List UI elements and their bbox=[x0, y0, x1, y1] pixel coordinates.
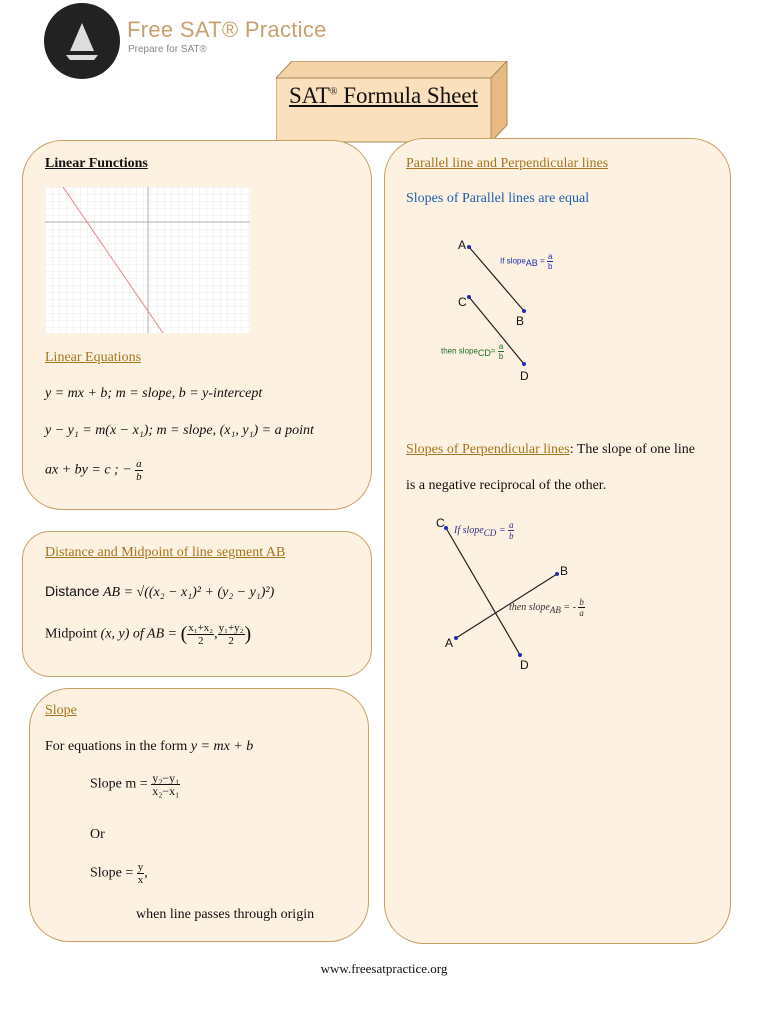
linear-functions-heading: Linear Functions bbox=[45, 156, 148, 171]
distance-midpoint-heading: Distance and Midpoint of line segment AB bbox=[45, 545, 286, 560]
slope-heading: Slope bbox=[45, 703, 77, 718]
brand-title: Free SAT® Practice bbox=[127, 17, 327, 42]
sheet-title: SAT® Formula Sheet bbox=[288, 83, 479, 108]
sheet-title-box bbox=[276, 61, 489, 141]
linear-equations-heading: Linear Equations bbox=[45, 350, 142, 365]
slope-origin-formula: Slope = $\frac{y}{x}$ , bbox=[90, 861, 148, 886]
distance-formula: Distance AB = √((x₂ − x₁)² + (y₂ − y₁)²) bbox=[45, 583, 275, 600]
fig2-if-label: If slope$_{CD}$ = $\frac{a}{b}$ bbox=[454, 520, 514, 541]
or-text: Or bbox=[90, 827, 105, 842]
slope-intercept-equation: y = mx + b; m = slope, b = y-intercept bbox=[45, 386, 263, 401]
fig1-if-label: If slope$_{AB}$ = $\frac{a}{b}$ bbox=[500, 252, 553, 271]
slope-panel bbox=[29, 688, 369, 942]
parallel-lines-figure: A B C D If slope$_{AB}$ = $\frac{a}{b}$ then slope$_{CD}$= $\frac{a}{b}$ bbox=[441, 238, 553, 383]
slope-form-text: For equations in the form y = mx + b bbox=[45, 739, 254, 754]
slope-formula: Slope m = $\frac{\text{y₂−y₁}}{\text{x₂−x₁}}$ bbox=[90, 771, 180, 798]
origin-note: when line passes through origin bbox=[136, 907, 315, 922]
perpendicular-lines-figure: C B A D If slope$_{CD}$ = $\frac{a}{b}$ then slope$_{AB}$ = - $\frac{b}{a}$ bbox=[436, 516, 584, 672]
perpendicular-text-line2: is a negative reciprocal of the other. bbox=[406, 478, 607, 493]
point-slope-equation: y − y₁ = m(x − x₁); m = slope, (x₁, y₁) = a point bbox=[45, 423, 314, 438]
parallel-perpendicular-heading: Parallel line and Perpendicular lines bbox=[406, 156, 609, 171]
footer-url: www.freesatpractice.org bbox=[320, 961, 448, 976]
brand-logo-icon bbox=[44, 3, 120, 79]
standard-form-equation: ax + by = c ; − $\frac{a}{b}$ bbox=[45, 458, 142, 483]
fig1-then-label: then slope$_{CD}$= $\frac{a}{b}$ bbox=[441, 342, 504, 361]
linear-graph bbox=[45, 187, 250, 333]
fig2-then-label: then slope$_{AB}$ = - $\frac{b}{a}$ bbox=[509, 597, 584, 618]
midpoint-formula: Midpoint (x, y) of AB = ( $\frac{\text{x₁+x₂}}{2}$ , $\frac{\text{y₁+y₂}}{2}$ ) bbox=[45, 622, 252, 647]
parallel-slopes-text: Slopes of Parallel lines are equal bbox=[406, 191, 590, 206]
brand-subtitle: Prepare for SAT® bbox=[128, 44, 207, 55]
perpendicular-text-line1: Slopes of Perpendicular lines: The slope of one line bbox=[406, 442, 696, 457]
